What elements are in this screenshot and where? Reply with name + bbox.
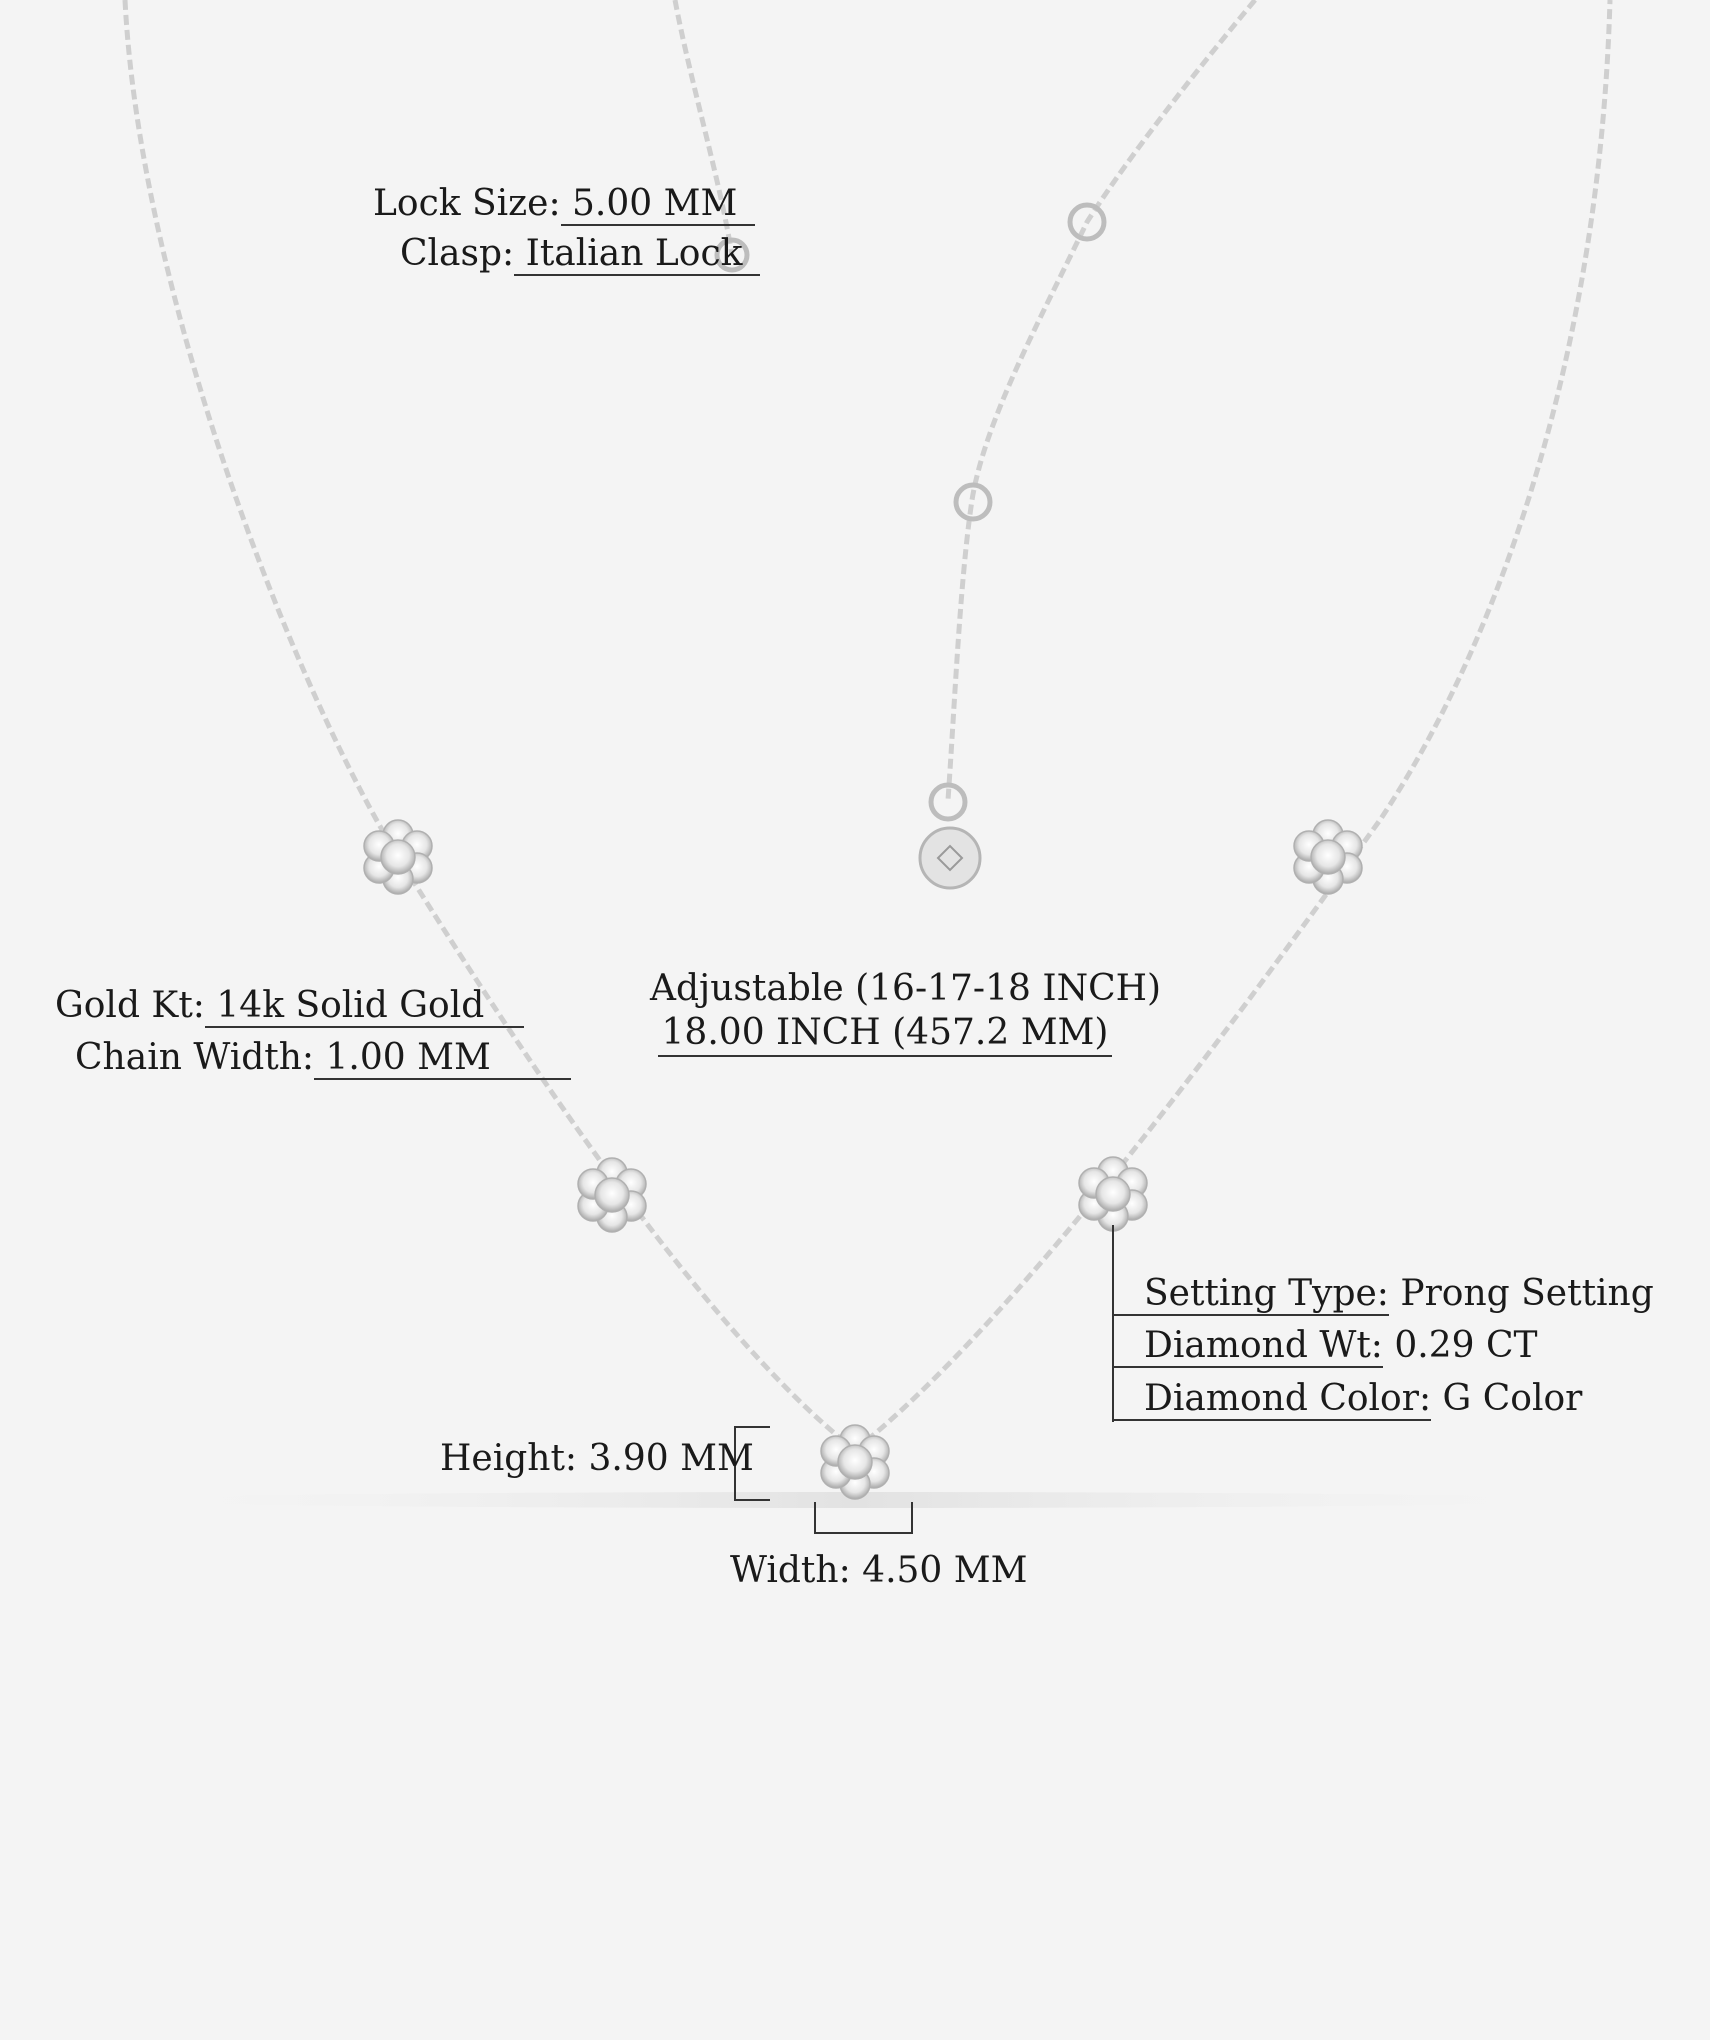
lock-size-label: Lock Size: [373, 183, 561, 224]
flower-charm-3 [821, 1425, 889, 1499]
diamond-wt-spec [1144, 1324, 1538, 1368]
setting-type-label: Setting Type: [1113, 1273, 1389, 1316]
diamond-color-value: G Color [1431, 1378, 1583, 1419]
logo-tag [920, 828, 980, 888]
height-spec [440, 1437, 754, 1481]
flower-charm-1 [364, 820, 432, 894]
flower-charm-4 [1079, 1157, 1147, 1231]
length-value: 18.00 INCH (457.2 MM) [658, 1011, 1113, 1057]
height-label: Height: [440, 1438, 578, 1479]
gold-kt-label: Gold Kt: [55, 985, 205, 1026]
length-spec [650, 967, 1162, 1057]
clasp-spec [400, 232, 760, 276]
clasp-label: Clasp: [400, 233, 515, 274]
diamond-color-spec [1144, 1377, 1582, 1421]
lock-size-value: 5.00 MM [561, 183, 756, 226]
lock-size-spec [373, 182, 755, 226]
chain-right [855, 0, 1610, 1450]
setting-type-spec [1144, 1272, 1654, 1316]
diamond-color-label: Diamond Color: [1113, 1378, 1431, 1421]
chain-width-label: Chain Width: [75, 1037, 315, 1078]
width-value: 4.50 MM [850, 1550, 1028, 1591]
clasp-value: Italian Lock [514, 233, 760, 276]
diamond-wt-label: Diamond Wt: [1113, 1325, 1383, 1368]
chain-width-spec [75, 1036, 571, 1080]
setting-type-value: Prong Setting [1388, 1273, 1654, 1314]
gold-kt-spec [55, 984, 524, 1028]
length-adjustable: Adjustable (16-17-18 INCH) [650, 968, 1162, 1009]
width-spec [730, 1549, 1027, 1593]
gold-kt-value: 14k Solid Gold [205, 985, 524, 1028]
diamond-wt-value: 0.29 CT [1382, 1325, 1538, 1366]
flower-charm-2 [578, 1158, 646, 1232]
height-value: 3.90 MM [577, 1438, 754, 1479]
chain-width-value: 1.00 MM [314, 1037, 571, 1080]
width-label: Width: [730, 1550, 851, 1591]
flower-charm-5 [1294, 820, 1362, 894]
extender-chain [948, 0, 1255, 800]
